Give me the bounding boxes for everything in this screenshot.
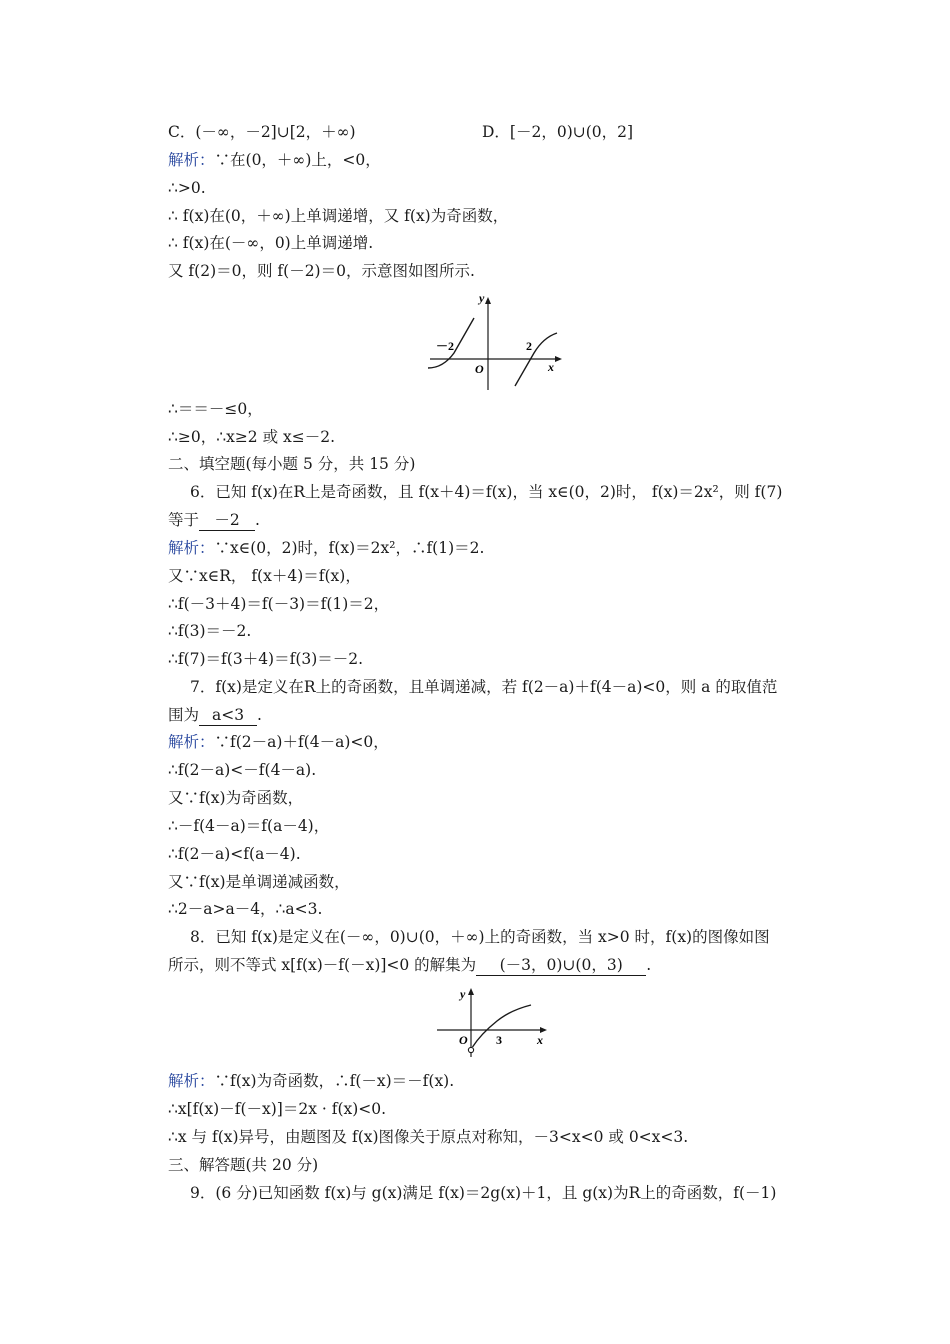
y-label: y [460, 987, 466, 1001]
q5-line-6: ∴≥0，∴x≥2 或 x≤－2. [168, 428, 336, 446]
q7-line-4: ∴f(2－a)<f(a－4). [168, 845, 301, 863]
q5-analysis [168, 149, 381, 171]
q5-line-3: ∴ f(x)在(－∞，0)上单调递增. [168, 234, 374, 252]
x-label: x [537, 1033, 543, 1047]
y-label: y [479, 291, 485, 305]
two-label: 2 [526, 339, 532, 353]
three-label: 3 [496, 1033, 502, 1047]
analysis-label: 解析： [168, 1072, 215, 1090]
analysis-label: 解析： [168, 733, 215, 751]
y-axis-arrow [485, 297, 491, 304]
odd-function-figure-2 [433, 983, 551, 1059]
q8-answer: (－3，0)∪(0，3) [476, 955, 646, 976]
option-c: C．(－∞，－2]∪[2，＋∞) [168, 123, 356, 141]
q7-stem-1: 7．f(x)是定义在R上的奇函数，且单调递减，若 f(2－a)＋f(4－a)<0，则 a 的取值范 [190, 678, 778, 696]
q7-line-2: 又∵f(x)为奇函数， [168, 789, 304, 807]
q7-line-1: ∴f(2－a)<－f(4－a). [168, 761, 317, 779]
q6-answer: －2 [199, 510, 255, 531]
x-axis-arrow [555, 356, 562, 362]
analysis-label: 解析： [168, 151, 215, 169]
open-point [468, 1047, 473, 1052]
q8-line-1: ∴x[f(x)－f(－x)]＝2x · f(x)<0. [168, 1100, 387, 1118]
analysis-text: ∵在(0，＋∞)上，<0， [214, 151, 381, 169]
q6-stem-1: 6．已知 f(x)在R上是奇函数，且 f(x＋4)＝f(x)，当 x∈(0，2)时， f(x)＝2x²，则 f(7) [190, 483, 783, 501]
analysis-text: ∵f(2－a)＋f(4－a)<0， [214, 733, 389, 751]
neg-two-label: －2 [436, 339, 455, 353]
q7-line-6: ∴2－a>a－4，∴a<3. [168, 900, 323, 918]
y-axis-arrow [468, 988, 474, 995]
q7-stem-2: 围为 a<3 . [168, 706, 262, 724]
q6-line-3: ∴f(3)＝－2. [168, 622, 252, 640]
analysis-text: ∵f(x)为奇函数，∴f(－x)＝－f(x). [214, 1072, 455, 1090]
option-d: D．[－2，0)∪(0，2] [482, 123, 634, 141]
odd-function-figure-1 [422, 290, 567, 392]
q9-stem-1: 9．(6 分)已知函数 f(x)与 g(x)满足 f(x)＝2g(x)＋1，且 g(x)为R上的奇函数，f(－1) [190, 1184, 777, 1202]
analysis-label: 解析： [168, 539, 215, 557]
section-2-heading: 二、填空题(每小题 5 分，共 15 分) [168, 455, 416, 473]
origin-label: O [475, 362, 484, 376]
q7-answer: a<3 [199, 705, 257, 726]
q5-line-1: ∴>0. [168, 179, 206, 197]
section-3-heading: 三、解答题(共 20 分) [168, 1156, 319, 1174]
q6-stem-2: 等于 －2 . [168, 511, 260, 529]
q6-line-2: ∴f(－3＋4)＝f(－3)＝f(1)＝2， [168, 595, 390, 613]
q5-line-4: 又 f(2)＝0，则 f(－2)＝0，示意图如图所示. [168, 262, 475, 280]
q8-stem-1: 8．已知 f(x)是定义在(－∞，0)∪(0，＋∞)上的奇函数，当 x>0 时，f(x)的图像如图 [190, 928, 770, 946]
origin-label: O [459, 1033, 468, 1047]
q6-line-1: 又∵x∈R， f(x＋4)＝f(x)， [168, 567, 361, 585]
q5-line-2: ∴ f(x)在(0，＋∞)上单调递增，又 f(x)为奇函数， [168, 207, 509, 225]
q7-line-5: 又∵f(x)是单调递减函数， [168, 873, 350, 891]
q8-stem-2: 所示，则不等式 x[f(x)－f(－x)]<0 的解集为 (－3，0)∪(0，3) . [168, 956, 652, 974]
analysis-text: ∵x∈(0，2)时，f(x)＝2x²，∴f(1)＝2. [214, 539, 485, 557]
q6-line-4: ∴f(7)＝f(3＋4)＝f(3)＝－2. [168, 650, 364, 668]
q7-analysis [168, 731, 389, 753]
q6-analysis [168, 537, 484, 559]
x-label: x [548, 360, 554, 374]
q8-analysis [168, 1070, 454, 1092]
q8-line-2: ∴x 与 f(x)异号，由题图及 f(x)图像关于原点对称知，－3<x<0 或 0<x<3. [168, 1128, 689, 1146]
q5-line-5: ∴＝＝－≤0， [168, 400, 263, 418]
q7-line-3: ∴－f(4－a)＝f(a－4)， [168, 817, 330, 835]
